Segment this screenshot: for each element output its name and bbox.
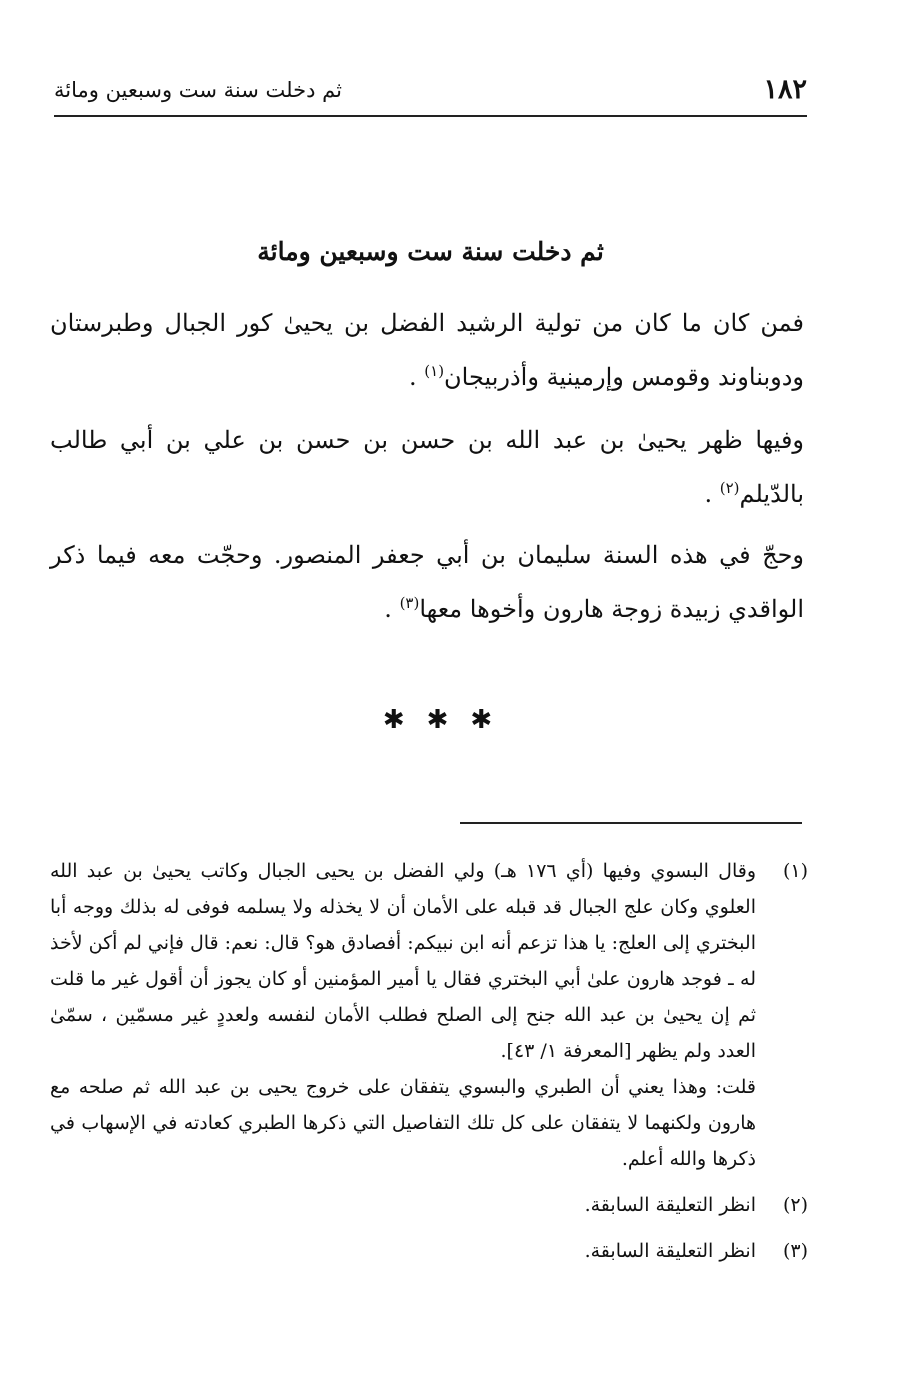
paragraph-text: وفيها ظهر يحيىٰ بن عبد الله بن حسن بن حسن بن علي بن أبي طالب بالدّيلم: [50, 426, 805, 508]
footnote-text: انظر التعليقة السابقة.: [584, 1194, 756, 1216]
footnote-ref: (١): [424, 362, 445, 380]
footnote-body: [50, 853, 756, 1177]
body-paragraph: [50, 528, 804, 636]
paragraph-end: .: [409, 363, 425, 391]
footnote-number: (٢): [782, 1194, 808, 1216]
body-paragraph: [50, 413, 804, 521]
paragraph-text: فمن كان ما كان من تولية الرشيد الفضل بن يحيىٰ كور الجبال وطبرستان ودوبناوند وقومس وإرمينية وأذربيجان: [50, 309, 804, 391]
footnote: [50, 1187, 808, 1223]
footnote: [50, 1233, 808, 1269]
running-title: ثم دخلت سنة ست وسبعين ومائة: [54, 78, 342, 102]
footnote-text: وقال البسوي وفيها (أي ١٧٦ هـ) ولي الفضل بن يحيى الجبال وكاتب يحيىٰ بن عبد الله العلوي وكان علج الجبال قد قبله على الأمان أن لا يخذله ولا يسلمه فوفى له بذلك ووجه أبا البختري إلى العلج: يا هذا تزعم أنه ابن نبيكم: أفصادق هو؟ قال: نعم: قال فإني لم أكن لأخذ له ـ فوجد هارون علىٰ أبي البختري فقال يا أمير المؤمنين أو كان يجوز أن أقول غير ما قلت ثم إن يحيىٰ بن عبد الله جنح إلى الصلح فطلب الأمان لنفسه ولعددٍ غير مسمّين ، سمّىٰ العدد ولم يظهر [المعرفة ١/ ٤٣].: [50, 860, 756, 1062]
footnote-number: (٣): [782, 1240, 808, 1262]
footnotes: [50, 853, 808, 1269]
footnote-body: [50, 1233, 756, 1269]
body-paragraph: [50, 296, 804, 404]
footnote: [50, 853, 808, 1177]
footnote-text: انظر التعليقة السابقة.: [584, 1240, 756, 1262]
footnote-ref: (٢): [719, 479, 740, 497]
footnote-text: قلت: وهذا يعني أن الطبري والبسوي يتفقان على خروج يحيى بن عبد الله ثم صلحه مع هارون ولكنهما لا يتفقان على كل تلك التفاصيل التي ذكرها الطبري كعادته في الإسهاب في ذكرها والله أعلم.: [50, 1076, 756, 1170]
paragraph-end: .: [384, 595, 400, 623]
footnote-number: (١): [782, 860, 808, 882]
page-number: ١٨٢: [763, 74, 807, 105]
section-separator: ✱✱✱: [382, 705, 515, 735]
running-header: [54, 72, 807, 108]
chapter-title: ثم دخلت سنة ست وسبعين ومائة: [257, 237, 604, 266]
footnote-rule: [460, 822, 802, 824]
footnote-body: [50, 1187, 756, 1223]
footnote-ref: (٣): [399, 594, 420, 612]
paragraph-end: .: [704, 480, 720, 508]
paragraph-text: وحجّ في هذه السنة سليمان بن أبي جعفر المنصور. وحجّت معه فيما ذكر الواقدي زبيدة زوجة هارون وأخوها معها: [50, 541, 804, 623]
header-rule: [54, 115, 807, 117]
